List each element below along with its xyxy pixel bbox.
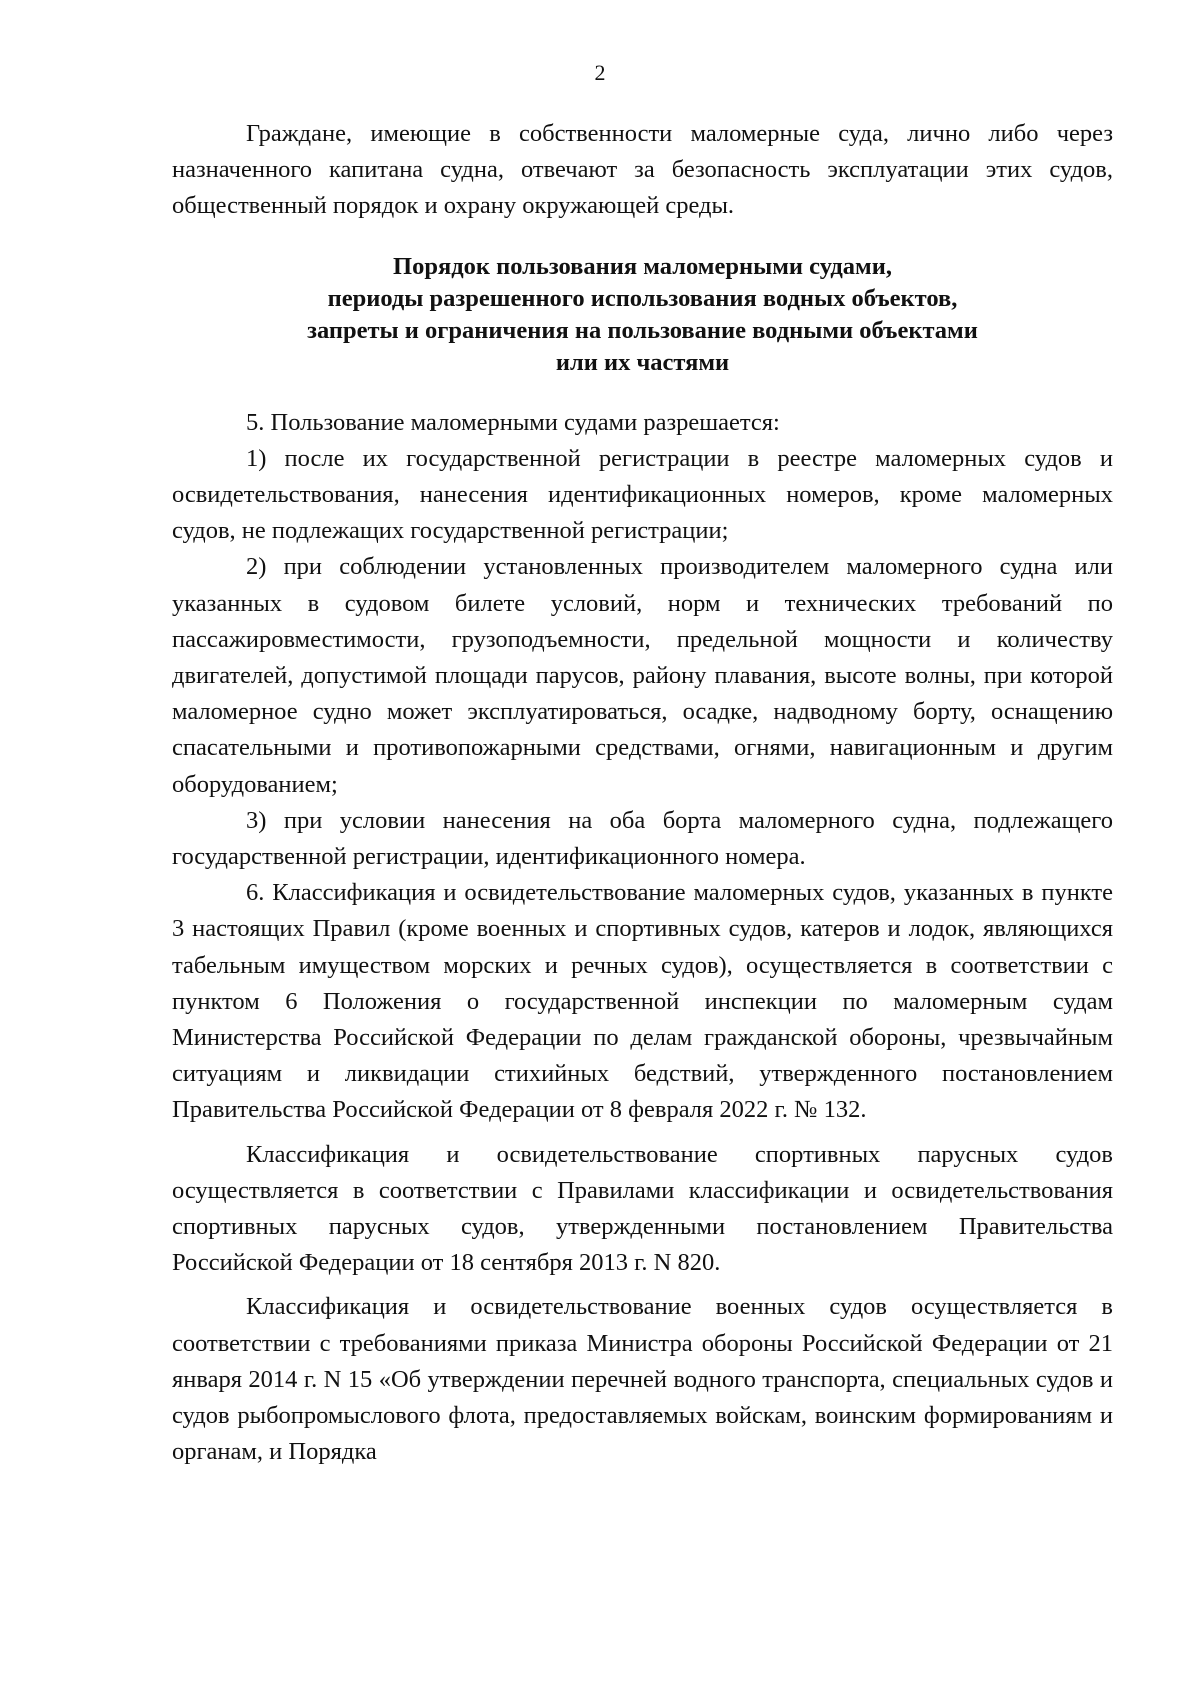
paragraph-5: 5. Пользование маломерными судами разрешается: [246,408,780,436]
section-heading-line-3: запреты и ограничения на пользование водными объектами [307,316,978,344]
section-heading-line-2: периоды разрешенного использования водных объектов, [327,284,958,312]
section-heading-line-4: или их частями [555,348,730,376]
section-heading-line-1: Порядок пользования маломерными судами, [393,252,892,280]
document-body [172,116,1113,1471]
paragraph-5-item-1: 1) после их государственной регистрации в реестре маломерных судов и освидетельствования, нанесения идентификационных номеров, кроме маломерных судов, не подлежащих государственной регистрации; [172,444,1113,545]
intro-paragraph: Граждане, имеющие в собственности маломерные суда, лично либо через назначенного капитана судна, отвечают за безопасность эксплуатации этих судов, общественный порядок и охрану окружающей среды. [172,120,1113,220]
section-heading [172,251,1113,379]
page-number: 2 [594,60,606,85]
paragraph-6-military-vessels: Классификация и освидетельствование военных судов осуществляется в соответствии с требованиями приказа Министра обороны Российской Федерации от 21 января 2014 г. N 15 «Об утверждении перечней водного транспорта, специальных судов и судов рыбопромыслового флота, предоставляемых войскам, воинским формированиям и органам, и Порядка [172,1293,1113,1466]
paragraph-5-item-3: 3) при условии нанесения на оба борта маломерного судна, подлежащего государственной регистрации, идентификационного номера. [172,806,1113,871]
paragraph-6: 6. Классификация и освидетельствование маломерных судов, указанных в пункте 3 настоящих Правил (кроме военных и спортивных судов, катеров и лодок, являющихся табельным имуществом морских и речных судов), осуществляется в соответствии с пунктом 6 Положения о государственной инспекции по маломерным судам Министерства Российской Федерации по делам гражданской обороны, чрезвычайным ситуациям и ликвидации стихийных бедствий, утвержденного постановлением Правительства Российской Федерации от 8 февраля 2022 г. № 132. [172,879,1113,1124]
paragraph-6-sport-vessels: Классификация и освидетельствование спортивных парусных судов осуществляется в соответствии с Правилами классификации и освидетельствования спортивных парусных судов, утвержденными постановлением Правительства Российской Федерации от 18 сентября 2013 г. N 820. [172,1140,1113,1277]
paragraph-5-item-2: 2) при соблюдении установленных производителем маломерного судна или указанных в судовом билете условий, норм и технических требований по пассажировместимости, грузоподъемности, предельной мощности и количеству двигателей, допустимой площади парусов, району плавания, высоте волны, при которой маломерное судно может эксплуатироваться, осадке, надводному борту, оснащению спасательными и противопожарными средствами, огнями, навигационным и другим оборудованием; [172,553,1113,798]
